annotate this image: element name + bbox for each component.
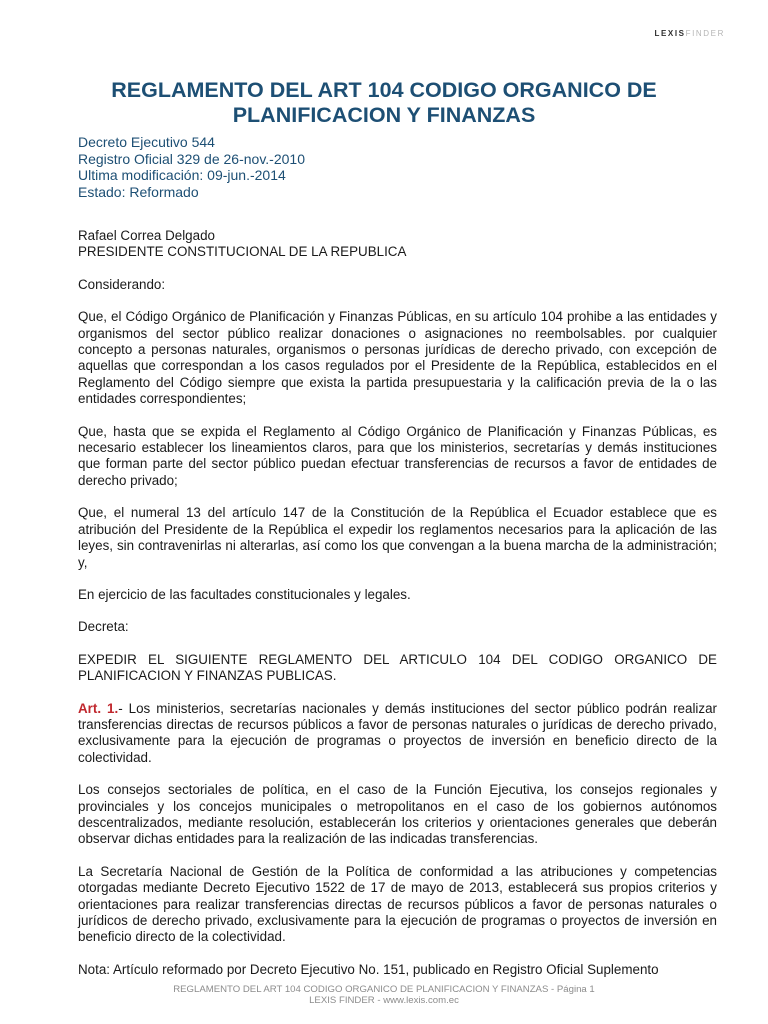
decreta: Decreta: xyxy=(78,619,129,635)
document-title xyxy=(78,78,690,128)
paragraph-3: Que, el numeral 13 del artículo 147 de la Constitución de la República el Ecuador establece que es atribución del Presidente de la República el expedir los reglamentos necesarios para la aplicación de las leyes, sin contravenirlas ni alterarlas, así como los que convengan a la buena marcha de la administración; y, xyxy=(78,505,717,570)
meta-status: Estado: Reformado xyxy=(78,183,199,200)
document-body xyxy=(78,228,717,994)
author-title: PRESIDENTE CONSTITUCIONAL DE LA REPUBLICA xyxy=(78,244,407,260)
title-line-1: REGLAMENTO DEL ART 104 CODIGO ORGANICO DE xyxy=(111,78,657,102)
meta-decree: Decreto Ejecutivo 544 xyxy=(78,134,215,150)
brand-light: FINDER xyxy=(685,29,725,38)
document-meta xyxy=(78,134,305,200)
article-1-label: Art. 1. xyxy=(78,700,119,716)
brand-bold: LEXIS xyxy=(654,29,686,38)
paragraph-4: En ejercicio de las facultades constitucionales y legales. xyxy=(78,586,411,602)
footer-line-2: LEXIS FINDER - www.lexis.com.ec xyxy=(309,995,459,1006)
article-1 xyxy=(78,701,717,767)
meta-registry: Registro Oficial 329 de 26-nov.-2010 xyxy=(78,150,305,167)
expedir-statement: EXPEDIR EL SIGUIENTE REGLAMENTO DEL ARTICULO 104 DEL CODIGO ORGANICO DE PLANIFICACION Y FINANZAS PUBLICAS. xyxy=(78,651,717,684)
footer-line-1: REGLAMENTO DEL ART 104 CODIGO ORGANICO DE PLANIFICACION Y FINANZAS - Página 1 xyxy=(173,984,595,995)
considerando: Considerando: xyxy=(78,276,166,292)
paragraph-6: La Secretaría Nacional de Gestión de la Política de conformidad a las atribuciones y competencias otorgadas mediante Decreto Ejecutivo 1522 de 17 de mayo de 2013, establecerá sus propios criterios y orientaciones para realizar transferencias directas de recursos públicos a favor de personas naturales o jurídicos de derecho privado, exclusivamente para la ejecución de programas o proyectos de inversión en beneficio directo de la colectividad. xyxy=(78,863,717,945)
paragraph-1: Que, el Código Orgánico de Planificación y Finanzas Públicas, en su artículo 104 prohibe a las entidades y organismos del sector público realizar donaciones o asignaciones no reembolsables. por cualquier concepto a personas naturales, organismos o personas jurídicas de derecho privado, con excepción de aquellas que correspondan a los casos regulados por el Presidente de la República, establecidos en el Reglamento del Código siempre que exista la partida presupuestaria y la calificación previa de la o las entidades correspondientes; xyxy=(78,309,717,407)
paragraph-5: Los consejos sectoriales de política, en el caso de la Función Ejecutiva, los consejos regionales y provinciales y los concejos municipales o metropolitanos en el caso de los gobiernos autónomos descentralizados, mediante resolución, establecerán los criterios y orientaciones generales que deberán observar dichas entidades para la realización de las indicadas transferencias. xyxy=(78,782,717,847)
page-footer xyxy=(0,984,768,1006)
article-1-text: - Los ministerios, secretarías nacionales y demás instituciones del sector público podrán realizar transferencias directas de recursos públicos a favor de personas naturales o jurídicas de derecho privado, exclusivamente para la ejecución de programas o proyectos de inversión en beneficio directo de la colectividad. xyxy=(78,700,717,765)
brand-logo xyxy=(654,29,725,38)
title-line-2: PLANIFICACION Y FINANZAS xyxy=(232,103,536,127)
meta-last-modified: Ultima modificación: 09-jun.-2014 xyxy=(78,167,286,183)
nota: Nota: Artículo reformado por Decreto Ejecutivo No. 151, publicado en Registro Oficial Suplemento xyxy=(78,961,659,977)
paragraph-2: Que, hasta que se expida el Reglamento al Código Orgánico de Planificación y Finanzas Públicas, es necesario establecer los lineamientos claros, para que los ministerios, secretarías y demás instituciones que forman parte del sector público puedan efectuar transferencias de recursos a favor de entidades de derecho privado; xyxy=(78,423,717,488)
author-name: Rafael Correa Delgado xyxy=(78,228,215,243)
